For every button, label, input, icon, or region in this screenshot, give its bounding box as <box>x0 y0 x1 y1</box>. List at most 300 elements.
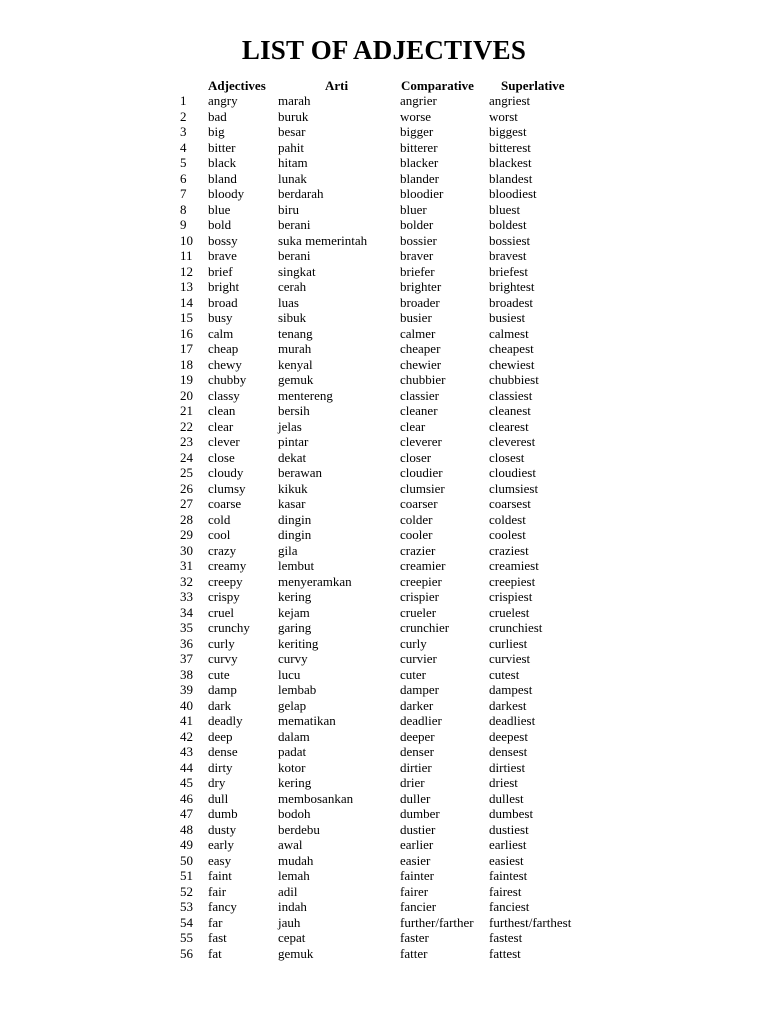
row-number: 51 <box>180 868 193 883</box>
arti: bersih <box>278 403 310 418</box>
row-number: 7 <box>180 186 187 201</box>
row-number: 5 <box>180 155 187 170</box>
row-number: 55 <box>180 930 193 945</box>
adjective: curvy <box>208 651 238 666</box>
arti: mudah <box>278 852 314 868</box>
row-number: 52 <box>180 883 193 899</box>
adjective: big <box>208 124 225 139</box>
comparative: faster <box>400 930 429 945</box>
adjective: black <box>208 155 237 170</box>
arti: berdarah <box>278 186 324 201</box>
comparative: earlier <box>400 837 434 852</box>
superlative: broadest <box>489 294 534 310</box>
adjective: damp <box>208 682 237 697</box>
comparative: bossier <box>400 232 437 248</box>
row-number: 10 <box>180 232 193 248</box>
arti: lunak <box>278 170 307 186</box>
row-number: 36 <box>180 635 193 651</box>
comparative: chubbier <box>400 372 446 387</box>
comparative: bloodier <box>400 186 444 201</box>
row-number: 27 <box>180 496 193 511</box>
superlative: crunchiest <box>489 620 543 635</box>
comparative: braver <box>400 248 434 263</box>
adjective: cold <box>208 511 231 527</box>
row-number: 19 <box>180 372 193 387</box>
superlative: brightest <box>489 279 535 294</box>
adjective: calm <box>208 325 234 341</box>
arti: berani <box>278 217 311 232</box>
adjective: cloudy <box>208 465 244 480</box>
adjective: classy <box>208 387 240 403</box>
comparative: fancier <box>400 899 437 914</box>
superlative: fastest <box>489 930 523 945</box>
superlative: classiest <box>489 387 533 403</box>
adjective: bossy <box>208 232 238 248</box>
adjective: creepy <box>208 573 243 589</box>
adjective: bad <box>208 108 227 124</box>
adjective: fancy <box>208 899 237 914</box>
table-row <box>0 636 768 652</box>
row-number: 45 <box>180 775 193 790</box>
arti: kotor <box>278 759 306 775</box>
arti: kering <box>278 775 312 790</box>
comparative: blander <box>400 170 439 186</box>
adjective: blue <box>208 201 231 217</box>
table-row <box>0 899 768 915</box>
superlative: worst <box>489 108 518 124</box>
arti: kenyal <box>278 356 313 372</box>
table-row <box>0 140 768 156</box>
row-number: 54 <box>180 914 193 930</box>
row-number: 26 <box>180 480 193 496</box>
superlative: deadliest <box>489 713 536 728</box>
arti: singkat <box>278 263 316 279</box>
row-number: 34 <box>180 604 193 620</box>
arti: jelas <box>278 418 302 434</box>
table-row <box>0 915 768 931</box>
superlative: cutest <box>489 666 520 682</box>
row-number: 49 <box>180 837 193 852</box>
table-row <box>0 341 768 357</box>
adjective: fast <box>208 930 227 945</box>
comparative: cooler <box>400 527 433 542</box>
adjective: dark <box>208 697 232 713</box>
arti: gemuk <box>278 372 314 387</box>
arti: jauh <box>278 914 301 930</box>
row-number: 28 <box>180 511 193 527</box>
table-row <box>0 403 768 419</box>
adjective: far <box>208 914 223 930</box>
arti: suka memerintah <box>278 232 368 248</box>
superlative: briefest <box>489 263 528 279</box>
row-number: 50 <box>180 852 193 868</box>
table-row <box>0 295 768 311</box>
superlative: fattest <box>489 945 521 961</box>
table-row <box>0 760 768 776</box>
table-row <box>0 279 768 295</box>
superlative: fanciest <box>489 899 530 914</box>
adjective: broad <box>208 294 238 310</box>
adjective: dumb <box>208 806 238 821</box>
row-number: 35 <box>180 620 193 635</box>
row-number: 32 <box>180 573 193 589</box>
superlative: cleanest <box>489 403 531 418</box>
table-row <box>0 124 768 140</box>
arti: mematikan <box>278 713 336 728</box>
superlative: bluest <box>489 201 521 217</box>
row-number: 37 <box>180 651 193 666</box>
superlative: cheapest <box>489 341 534 356</box>
adjective: deadly <box>208 713 243 728</box>
superlative: densest <box>489 744 528 759</box>
comparative: further/farther <box>400 914 474 930</box>
arti: adil <box>278 883 298 899</box>
superlative: chubbiest <box>489 372 539 387</box>
table-row <box>0 698 768 714</box>
adjective: curly <box>208 635 235 651</box>
comparative: fainter <box>400 868 434 883</box>
comparative: dustier <box>400 821 436 837</box>
arti: sibuk <box>278 310 307 325</box>
arti: buruk <box>278 108 309 124</box>
table-row <box>0 651 768 667</box>
comparative: dumber <box>400 806 440 821</box>
arti: keriting <box>278 635 319 651</box>
row-number: 1 <box>180 93 187 108</box>
arti: awal <box>278 837 303 852</box>
comparative: denser <box>400 744 434 759</box>
table-row <box>0 186 768 202</box>
arti: curvy <box>278 651 308 666</box>
header-adjectives: Adjectives <box>208 78 266 93</box>
superlative: craziest <box>489 542 529 558</box>
adjective: deep <box>208 728 233 744</box>
table-row <box>0 217 768 233</box>
row-number: 11 <box>180 248 193 263</box>
comparative: colder <box>400 511 433 527</box>
table-row <box>0 388 768 404</box>
superlative: creamiest <box>489 558 539 573</box>
adjective: bright <box>208 279 240 294</box>
table-row <box>0 574 768 590</box>
arti: menyeramkan <box>278 573 352 589</box>
comparative: darker <box>400 697 434 713</box>
comparative: classier <box>400 387 439 403</box>
table-row <box>0 450 768 466</box>
table-row <box>0 868 768 884</box>
row-number: 21 <box>180 403 193 418</box>
table-row <box>0 558 768 574</box>
adjective: clever <box>208 434 240 449</box>
arti: lembab <box>278 682 317 697</box>
comparative: crunchier <box>400 620 450 635</box>
superlative: curliest <box>489 635 528 651</box>
superlative: driest <box>489 775 518 790</box>
superlative: blandest <box>489 170 533 186</box>
table-row <box>0 930 768 946</box>
arti: dalam <box>278 728 310 744</box>
adjective: bitter <box>208 139 236 155</box>
table-row <box>0 233 768 249</box>
arti: berdebu <box>278 821 320 837</box>
table-row <box>0 806 768 822</box>
arti: besar <box>278 124 306 139</box>
header-comparative: Comparative <box>401 78 474 93</box>
table-row <box>0 434 768 450</box>
comparative: bolder <box>400 217 434 232</box>
row-number: 29 <box>180 527 193 542</box>
comparative: brighter <box>400 279 442 294</box>
arti: dingin <box>278 527 312 542</box>
adjective: bold <box>208 217 232 232</box>
comparative: coarser <box>400 496 438 511</box>
superlative: fairest <box>489 883 522 899</box>
table-row <box>0 527 768 543</box>
comparative: duller <box>400 790 431 806</box>
adjective: cruel <box>208 604 234 620</box>
table-row <box>0 264 768 280</box>
comparative: dirtier <box>400 759 432 775</box>
superlative: darkest <box>489 697 527 713</box>
table-row <box>0 93 768 109</box>
row-number: 25 <box>180 465 193 480</box>
row-number: 42 <box>180 728 193 744</box>
comparative: curvier <box>400 651 437 666</box>
adjective: easy <box>208 852 232 868</box>
superlative: cloudiest <box>489 465 536 480</box>
superlative: cruelest <box>489 604 530 620</box>
adjective: angry <box>208 93 238 108</box>
superlative: angriest <box>489 93 531 108</box>
arti: kering <box>278 589 312 604</box>
adjective: cheap <box>208 341 239 356</box>
comparative: blacker <box>400 155 439 170</box>
row-number: 40 <box>180 697 193 713</box>
adjective: dense <box>208 744 238 759</box>
superlative: closest <box>489 449 525 465</box>
adjective: bloody <box>208 186 245 201</box>
arti: berani <box>278 248 311 263</box>
comparative: briefer <box>400 263 435 279</box>
superlative: dirtiest <box>489 759 526 775</box>
comparative: busier <box>400 310 432 325</box>
comparative: crispier <box>400 589 439 604</box>
row-number: 14 <box>180 294 193 310</box>
table-row <box>0 326 768 342</box>
adjective: faint <box>208 868 232 883</box>
table-row <box>0 682 768 698</box>
adjective: fat <box>208 945 222 961</box>
table-row <box>0 837 768 853</box>
comparative: angrier <box>400 93 437 108</box>
comparative: cheaper <box>400 341 441 356</box>
table-row <box>0 605 768 621</box>
comparative: crazier <box>400 542 436 558</box>
arti: indah <box>278 899 307 914</box>
comparative: bitterer <box>400 139 438 155</box>
row-number: 47 <box>180 806 193 821</box>
adjective: busy <box>208 310 233 325</box>
comparative: bluer <box>400 201 427 217</box>
row-number: 4 <box>180 139 187 155</box>
row-number: 56 <box>180 945 193 961</box>
table-row <box>0 419 768 435</box>
arti: biru <box>278 201 299 217</box>
superlative: biggest <box>489 124 527 139</box>
row-number: 22 <box>180 418 193 434</box>
adjective: cool <box>208 527 231 542</box>
table-row <box>0 310 768 326</box>
table-row <box>0 946 768 962</box>
header-superlative: Superlative <box>501 78 565 93</box>
superlative: busiest <box>489 310 526 325</box>
comparative: closer <box>400 449 432 465</box>
arti: cepat <box>278 930 306 945</box>
arti: kejam <box>278 604 310 620</box>
superlative: easiest <box>489 852 524 868</box>
superlative: dustiest <box>489 821 529 837</box>
row-number: 38 <box>180 666 193 682</box>
table-row <box>0 109 768 125</box>
arti: lemah <box>278 868 310 883</box>
row-number: 20 <box>180 387 193 403</box>
row-number: 6 <box>180 170 187 186</box>
comparative: bigger <box>400 124 434 139</box>
comparative: easier <box>400 852 431 868</box>
table-row <box>0 543 768 559</box>
row-number: 8 <box>180 201 187 217</box>
row-number: 46 <box>180 790 193 806</box>
superlative: furthest/farthest <box>489 914 572 930</box>
comparative: deeper <box>400 728 435 744</box>
comparative: cuter <box>400 666 426 682</box>
arti: lucu <box>278 666 301 682</box>
arti: mentereng <box>278 387 333 403</box>
arti: gemuk <box>278 945 314 961</box>
superlative: cleverest <box>489 434 536 449</box>
comparative: curly <box>400 635 427 651</box>
table-row <box>0 667 768 683</box>
table-row <box>0 744 768 760</box>
arti: cerah <box>278 279 307 294</box>
table-row <box>0 248 768 264</box>
superlative: bitterest <box>489 139 531 155</box>
superlative: bravest <box>489 248 527 263</box>
arti: hitam <box>278 155 308 170</box>
header-arti: Arti <box>325 78 349 93</box>
row-number: 18 <box>180 356 193 372</box>
arti: dingin <box>278 511 312 527</box>
table-row <box>0 481 768 497</box>
superlative: creepiest <box>489 573 536 589</box>
table-row <box>0 620 768 636</box>
row-number: 23 <box>180 434 193 449</box>
adjective: dry <box>208 775 226 790</box>
comparative: creepier <box>400 573 442 589</box>
table-row <box>0 884 768 900</box>
superlative: faintest <box>489 868 528 883</box>
row-number: 16 <box>180 325 193 341</box>
comparative: crueler <box>400 604 437 620</box>
superlative: crispiest <box>489 589 533 604</box>
table-row <box>0 713 768 729</box>
superlative: dumbest <box>489 806 534 821</box>
table-row <box>0 372 768 388</box>
adjective: dull <box>208 790 229 806</box>
adjective: creamy <box>208 558 247 573</box>
superlative: bloodiest <box>489 186 537 201</box>
row-number: 33 <box>180 589 193 604</box>
arti: kikuk <box>278 480 308 496</box>
table-row <box>0 496 768 512</box>
row-number: 39 <box>180 682 193 697</box>
comparative: clumsier <box>400 480 445 496</box>
superlative: bossiest <box>489 232 531 248</box>
comparative: creamier <box>400 558 446 573</box>
arti: gelap <box>278 697 307 713</box>
comparative: deadlier <box>400 713 442 728</box>
superlative: earliest <box>489 837 527 852</box>
table-row <box>0 512 768 528</box>
page-title: LIST OF ADJECTIVES <box>241 35 527 65</box>
superlative: dampest <box>489 682 533 697</box>
comparative: cleverer <box>400 434 442 449</box>
table-row <box>0 791 768 807</box>
comparative: fairer <box>400 883 429 899</box>
row-number: 44 <box>180 759 193 775</box>
adjective: cute <box>208 666 230 682</box>
arti: bodoh <box>278 806 311 821</box>
row-number: 24 <box>180 449 193 465</box>
adjective: close <box>208 449 235 465</box>
adjective: chewy <box>208 356 242 372</box>
adjective: brave <box>208 248 237 263</box>
adjective: crunchy <box>208 620 250 635</box>
table-row <box>0 202 768 218</box>
adjective: bland <box>208 170 237 186</box>
comparative: damper <box>400 682 439 697</box>
comparative: worse <box>400 108 432 124</box>
arti: pintar <box>278 434 309 449</box>
arti: luas <box>278 294 299 310</box>
row-number: 13 <box>180 279 193 294</box>
row-number: 3 <box>180 124 187 139</box>
table-row <box>0 171 768 187</box>
superlative: deepest <box>489 728 528 744</box>
comparative: clear <box>400 418 426 434</box>
arti: gila <box>278 542 298 558</box>
row-number: 43 <box>180 744 193 759</box>
table-row <box>0 853 768 869</box>
adjective: clumsy <box>208 480 246 496</box>
row-number: 48 <box>180 821 193 837</box>
comparative: broader <box>400 294 440 310</box>
comparative: calmer <box>400 325 436 341</box>
adjective: clean <box>208 403 236 418</box>
arti: marah <box>278 93 311 108</box>
row-number: 12 <box>180 263 193 279</box>
superlative: coarsest <box>489 496 531 511</box>
comparative: drier <box>400 775 425 790</box>
superlative: clearest <box>489 418 529 434</box>
superlative: calmest <box>489 325 529 341</box>
row-number: 15 <box>180 310 193 325</box>
table-row <box>0 822 768 838</box>
superlative: boldest <box>489 217 527 232</box>
table-row <box>0 465 768 481</box>
adjective: fair <box>208 883 227 899</box>
table-row <box>0 729 768 745</box>
